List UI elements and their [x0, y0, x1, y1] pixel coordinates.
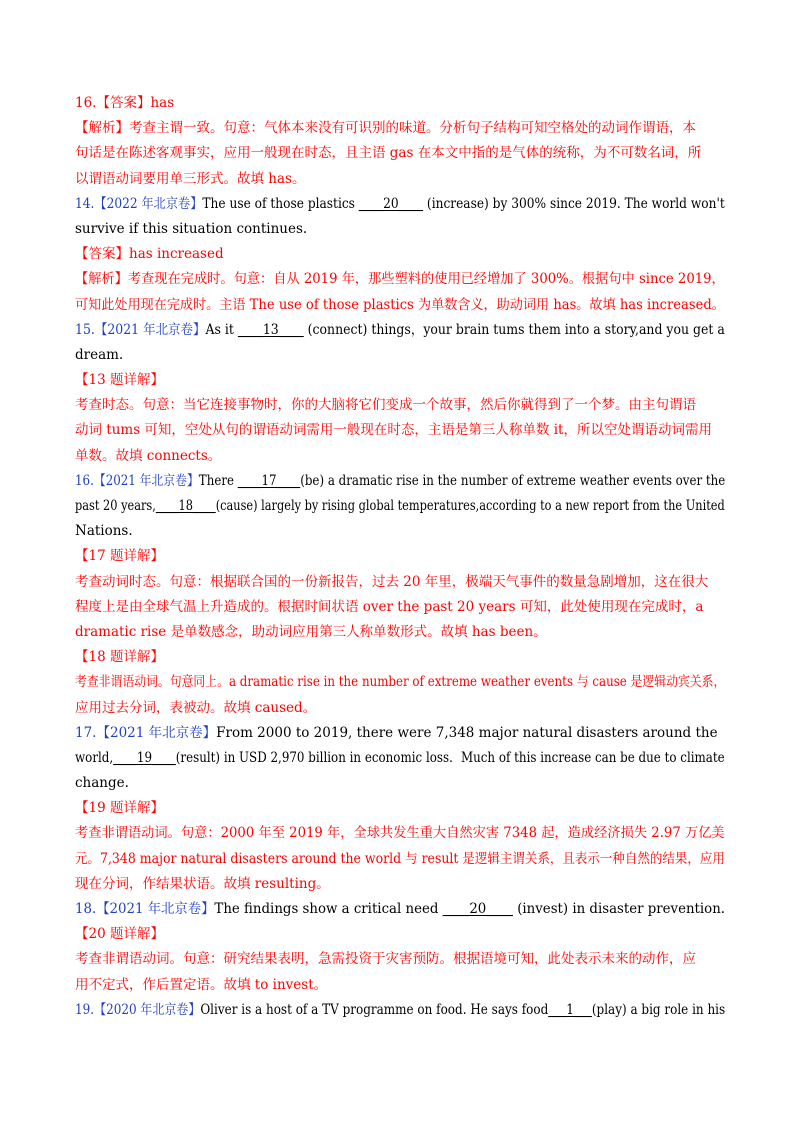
question-text: (play) a big role in his	[591, 1001, 726, 1018]
question-text: The use of those plastics	[202, 195, 359, 212]
answer-text: 考查非谓语动词。句意：研究结果表明，急需投资于灾害预防。根据语境可知，此处表示未来的动作，应	[75, 951, 696, 968]
question-text: From 2000 to 2019, there were 7,348 major natural disasters around the	[216, 724, 718, 741]
fill-blank: ____17____	[237, 472, 301, 489]
question-source: 18.	[75, 901, 97, 917]
answer-text: 单数。故填 connects。	[75, 447, 222, 464]
question-source: 17.	[75, 724, 97, 741]
answer-text: 现在分词，作结果状语。故填 resulting。	[75, 875, 330, 892]
answer-text: 【18 题详解】	[75, 649, 164, 666]
text-line	[75, 469, 726, 494]
answer-text: 【解析】考查主谓一致。句意：气体本来没有可识别的味道。分析句子结构可知空格处的动词作谓语，本	[75, 120, 696, 137]
answer-text: 【17 题详解】	[75, 548, 164, 565]
question-source: 【2020 年北京卷】	[94, 1001, 201, 1018]
question-text: past 20 years,	[75, 498, 156, 514]
fill-blank: ____20____	[358, 195, 424, 212]
answer-text: 元。7,348 major natural disasters around the world 与 result 是逻辑主谓关系，且表示一种自然的结果，应用	[75, 850, 725, 867]
question-text: world,	[75, 749, 114, 766]
text-line	[75, 872, 725, 897]
answer-text: 【19 题详解】	[75, 800, 164, 817]
question-text: (invest) in disaster prevention.	[512, 901, 726, 917]
fill-blank: ____19____	[113, 749, 176, 766]
text-line	[75, 570, 725, 595]
answer-text: 应用过去分词，表被动。故填 caused。	[75, 699, 317, 716]
text-line	[75, 393, 725, 418]
text-line	[75, 645, 725, 670]
text-line	[75, 696, 725, 721]
question-text: change.	[75, 775, 129, 792]
answer-text: 句话是在陈述客观事实，应用一般现在时态，且主语 gas 在本文中指的是气体的统称，为不可数名词，所	[75, 145, 702, 162]
text-line	[75, 318, 725, 343]
fill-blank: ___1___	[548, 1001, 592, 1018]
text-line	[75, 897, 726, 922]
text-line	[75, 947, 725, 972]
question-text: (increase) by 300% since 2019. The world won't	[423, 195, 725, 212]
answer-text: 考查非谓语动词。句意：2000 年至 2019 年，全球共发生重大自然灾害 7348 起，造成经济损失 2.97 万亿美	[75, 825, 725, 842]
text-line	[75, 418, 725, 443]
question-text: Oliver is a host of a TV programme on food. He says food	[200, 1001, 549, 1018]
text-line	[75, 771, 725, 796]
question-text: The findings show a critical need	[214, 901, 443, 917]
text-line	[75, 91, 725, 116]
question-source: 【2021 年北京卷】	[96, 901, 215, 917]
answer-text: 【20 题详解】	[75, 926, 164, 943]
answer-text: 可知此处用现在完成时。主语 The use of those plastics 为单数含义，助动词用 has。故填 has increased。	[75, 296, 725, 313]
question-source: 【2021 年北京卷】	[96, 724, 217, 741]
question-text: (cause) largely by rising global temperatures,according to a new report from the United	[215, 498, 725, 514]
question-source: 15.	[75, 321, 95, 338]
text-line	[75, 141, 725, 166]
text-line	[75, 922, 725, 947]
text-line	[75, 796, 725, 821]
text-line	[75, 368, 725, 393]
question-text: (be) a dramatic rise in the number of extreme weather events over the	[300, 472, 726, 489]
text-line	[75, 998, 726, 1023]
fill-blank: ____13____	[237, 321, 304, 338]
question-text: As it	[205, 321, 238, 338]
text-line	[75, 847, 725, 872]
text-line	[75, 544, 725, 569]
text-line	[75, 267, 725, 292]
answer-text: 程度上是由全球气温上升造成的。根据时间状语 over the past 20 years 可知，此处使用现在完成时，a	[75, 598, 704, 615]
text-line	[75, 167, 725, 192]
text-line	[75, 670, 726, 695]
answer-text: 考查非谓语动词。句意同上。a dramatic rise in the number of extreme weather events 与 cause 是逻辑动宾关系，	[75, 674, 726, 691]
answer-text: 【答案】has increased	[75, 246, 224, 263]
answer-text: 考查动词时态。句意：根据联合国的一份新报告，过去 20 年里，极端天气事件的数量急剧增加，这在很大	[75, 573, 709, 590]
text-line	[75, 116, 725, 141]
question-text: Nations.	[75, 523, 133, 540]
text-line	[75, 293, 725, 318]
question-text: survive if this situation continues.	[75, 220, 308, 237]
text-line	[75, 343, 725, 368]
question-text: There	[198, 472, 238, 489]
question-source: 【2021 年北京卷】	[93, 472, 199, 489]
answer-text: 16.【答案】has	[75, 95, 175, 111]
answer-text: 【解析】考查现在完成时。句意：自从 2019 年，那些塑料的使用已经增加了 300%。根据句中 since 2019，	[75, 271, 725, 288]
answer-text: 以谓语动词要用单三形式。故填 has。	[75, 170, 306, 187]
text-line	[75, 595, 725, 620]
answer-text: 用不定式，作后置定语。故填 to invest。	[75, 976, 328, 993]
fill-blank: ____18____	[155, 498, 216, 514]
text-line	[75, 746, 725, 771]
question-source: 16.	[75, 472, 94, 489]
answer-text: dramatic rise 是单数感念，助动词应用第三人称单数形式。故填 has been。	[75, 623, 547, 640]
text-line	[75, 444, 725, 469]
question-text: (result) in USD 2,970 billion in economic loss．Much of this increase can be due to climate	[175, 749, 725, 766]
question-source: 【2021 年北京卷】	[94, 321, 206, 338]
answer-text: 动词 tums 可知，空处从句的谓语动词需用一般现在时态，主语是第三人称单数 it，所以空处谓语动词需用	[75, 422, 712, 439]
question-source: 14.	[75, 195, 95, 212]
text-line	[75, 973, 725, 998]
question-source: 【2022 年北京卷】	[94, 195, 203, 212]
text-line	[75, 821, 725, 846]
answer-text: 考查时态。句意：当它连接事物时，你的大脑将它们变成一个故事，然后你就得到了一个梦。由主句谓语	[75, 397, 696, 414]
question-source: 19.	[75, 1001, 95, 1018]
text-line	[75, 192, 725, 217]
text-line	[75, 519, 725, 544]
fill-blank: ____20____	[442, 901, 513, 917]
text-line	[75, 721, 725, 746]
document-page	[75, 91, 725, 1023]
answer-text: 【13 题详解】	[75, 372, 164, 389]
question-text: dream.	[75, 346, 124, 363]
text-line	[75, 242, 725, 267]
text-line	[75, 217, 725, 242]
question-text: (connect) things，your brain tums them into a story,and you get a	[303, 321, 725, 338]
text-line	[75, 494, 725, 519]
text-line	[75, 620, 725, 645]
